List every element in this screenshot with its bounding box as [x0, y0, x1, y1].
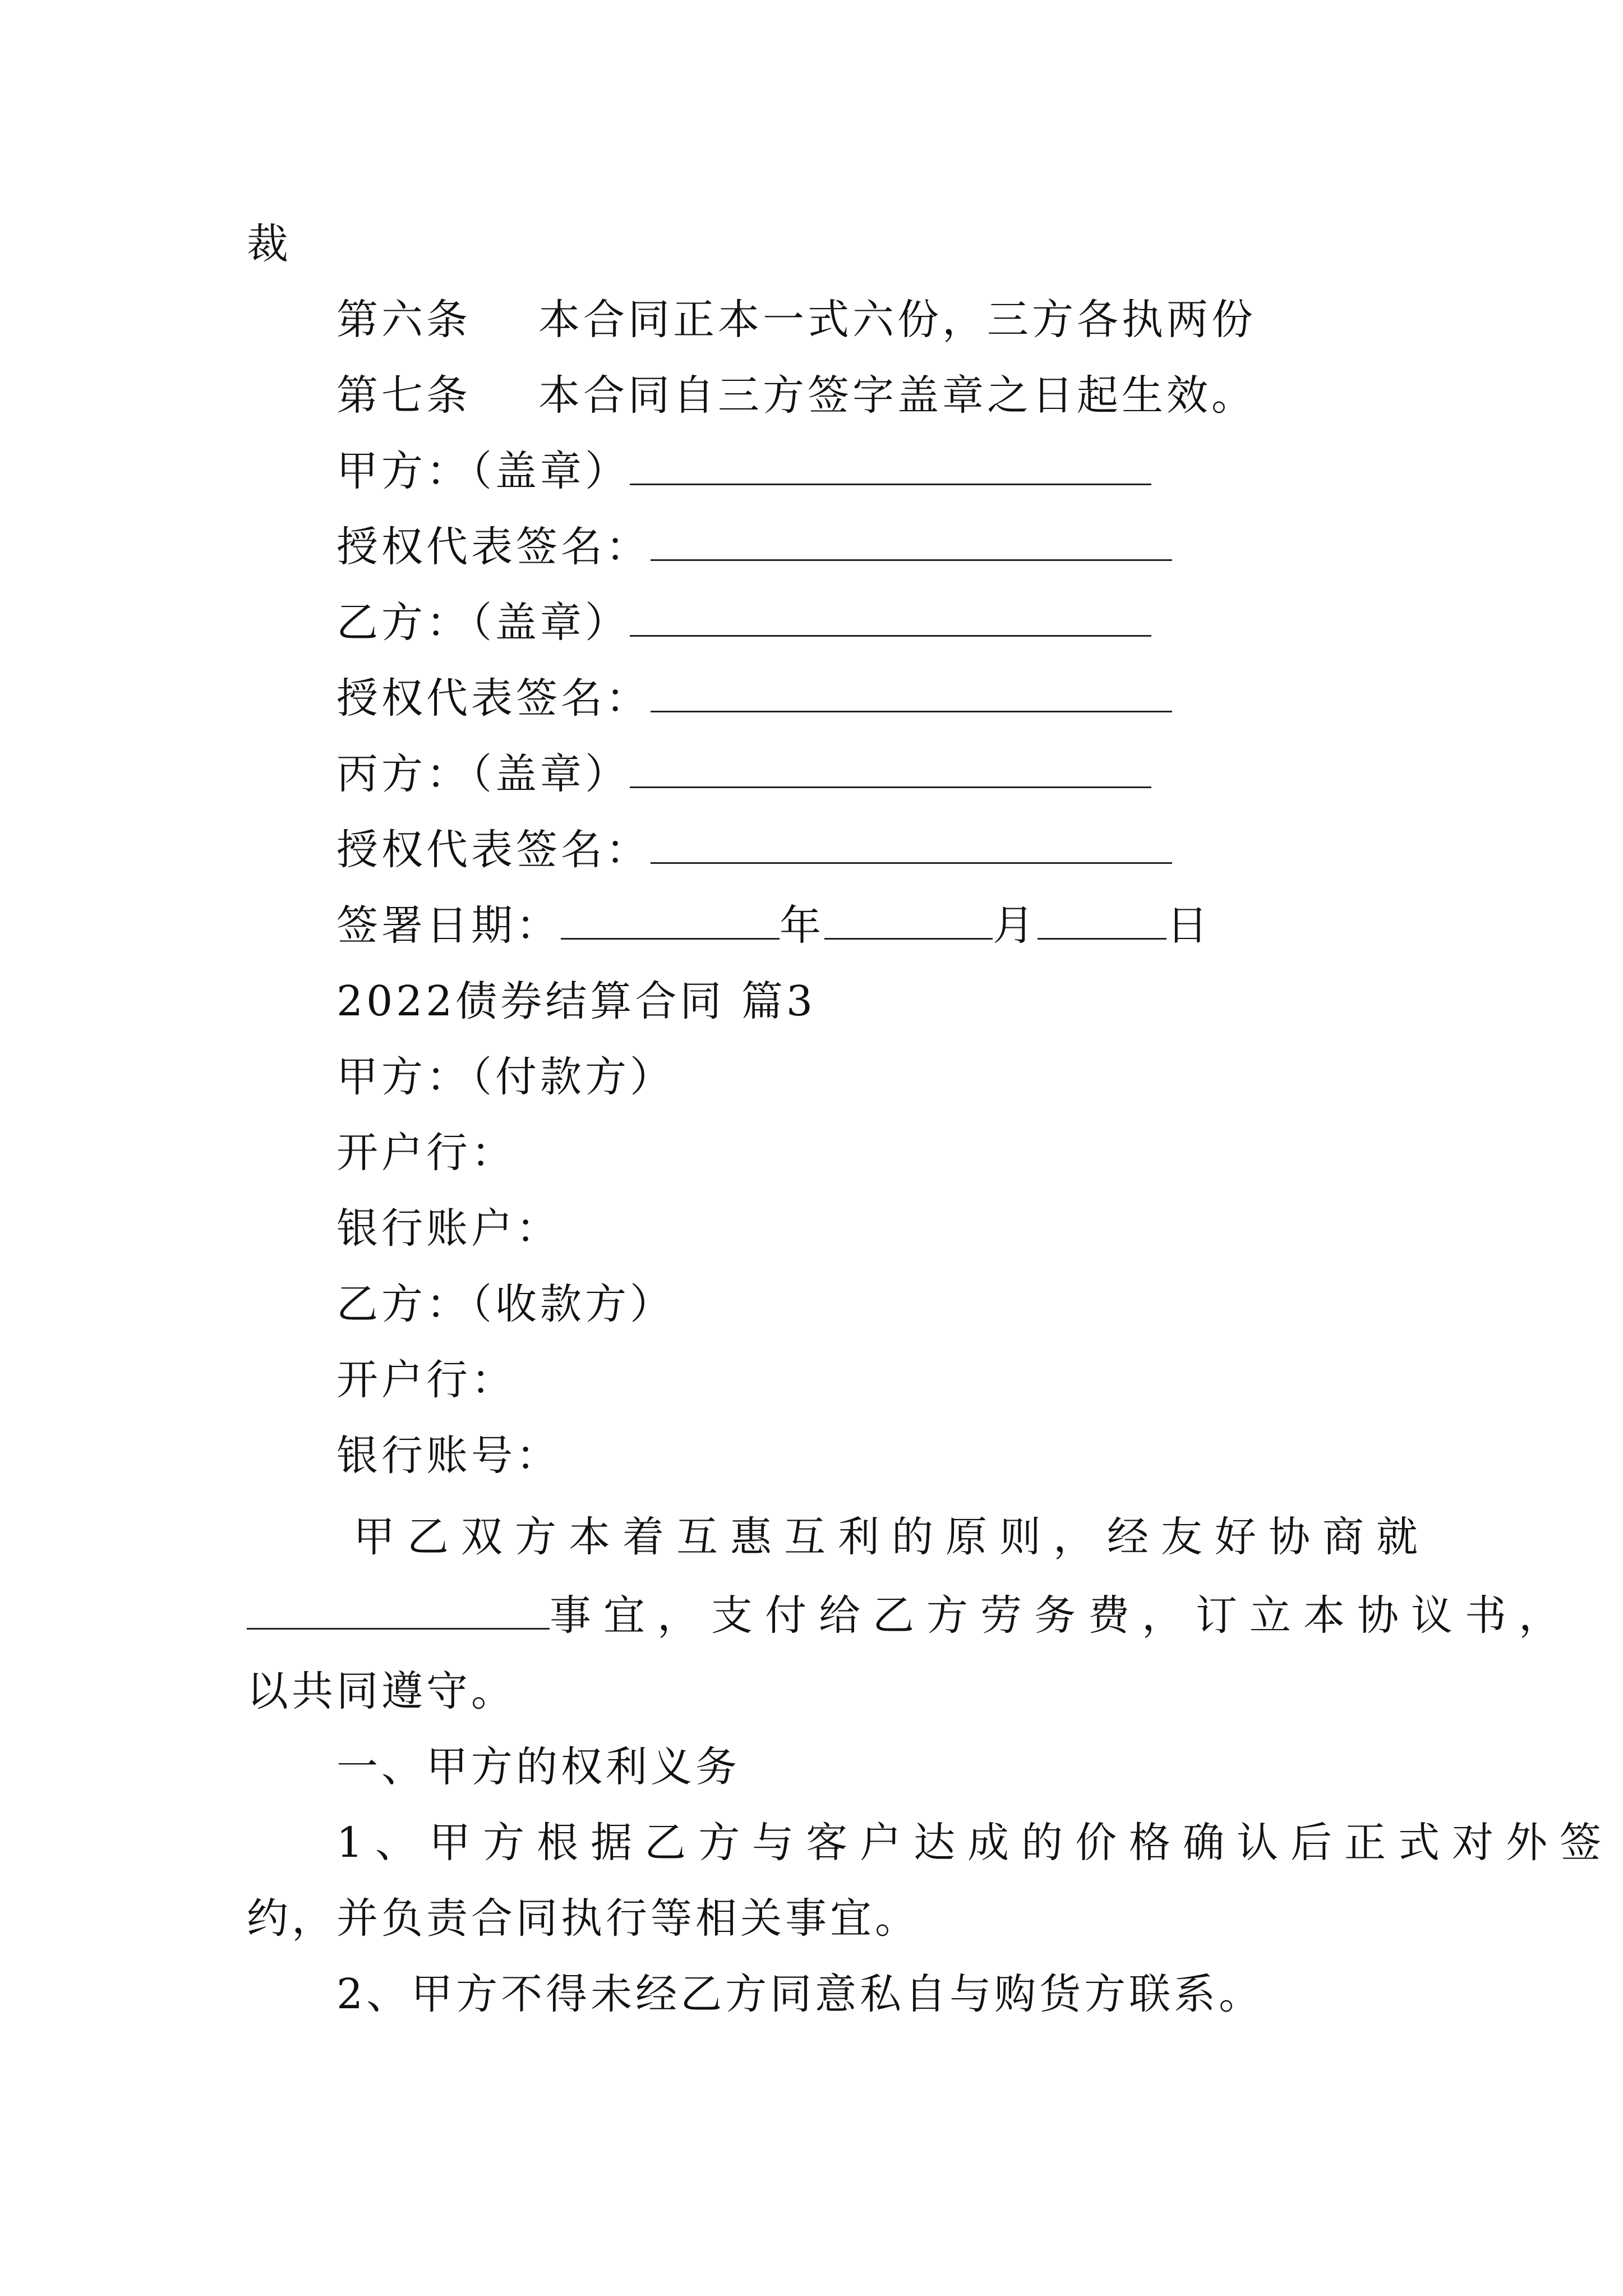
- party-a-seal-blank: [630, 444, 1151, 485]
- article-six-text: 本合同正本一式六份，三方各执两份: [538, 296, 1256, 344]
- party-b-signature-label: 授权代表签名：: [336, 674, 651, 723]
- article-six: [336, 292, 1256, 348]
- party-c-seal-blank: [630, 747, 1151, 788]
- payee-account-label: 银行账号：: [336, 1432, 561, 1480]
- party-b-seal-line: [336, 595, 1151, 651]
- party-c-signature-label: 授权代表签名：: [336, 826, 651, 874]
- month-blank: [824, 899, 993, 940]
- article-seven-number: 第七条: [336, 371, 471, 420]
- party-c-seal-line: [336, 746, 1151, 802]
- clause-1-line-2: 约，并负责合同执行等相关事宜。: [247, 1894, 920, 1943]
- party-a-signature-label: 授权代表签名：: [336, 523, 651, 571]
- party-a-seal-label: 甲方：（盖章）: [336, 447, 630, 495]
- party-c-signature-blank: [651, 823, 1172, 864]
- year-label: 年: [780, 901, 824, 950]
- payee-bank-label: 开户行：: [336, 1356, 516, 1404]
- clause-heading-1: 一、甲方的权利义务: [336, 1743, 740, 1791]
- party-a-seal-line: [336, 443, 1151, 499]
- year-blank: [561, 899, 780, 940]
- clause-2: 2、甲方不得未经乙方同意私自与购货方联系。: [336, 1970, 1264, 2018]
- text-line-cai: 裁: [247, 220, 292, 268]
- paragraph-intro-line-1: 甲乙双方本着互惠互利的原则，经友好协商就: [353, 1513, 1430, 1561]
- party-b-signature-blank: [651, 671, 1172, 712]
- section-title: 2022债券结算合同 篇3: [336, 977, 816, 1025]
- day-label: 日: [1166, 901, 1211, 950]
- signing-date-line: [336, 898, 1211, 954]
- party-b-signature-line: [336, 670, 1172, 726]
- payer-account-label: 银行账户：: [336, 1204, 561, 1253]
- article-seven: [336, 367, 1256, 424]
- party-b-seal-label: 乙方：（盖章）: [336, 599, 630, 647]
- party-c-signature-line: [336, 822, 1172, 878]
- party-c-seal-label: 丙方：（盖章）: [336, 750, 630, 798]
- day-blank: [1038, 899, 1166, 940]
- payee-label: 乙方：（收款方）: [336, 1280, 675, 1328]
- article-six-number: 第六条: [336, 296, 471, 344]
- signing-date-label: 签署日期：: [336, 901, 561, 950]
- clause-1-line-1: 1、甲方根据乙方与客户达成的价格确认后正式对外签: [336, 1819, 1614, 1867]
- matter-blank: [247, 1589, 550, 1630]
- party-a-signature-blank: [651, 520, 1172, 561]
- payer-label: 甲方：（付款方）: [336, 1053, 675, 1101]
- paragraph-intro-line-2: [247, 1588, 1573, 1644]
- article-seven-text: 本合同自三方签字盖章之日起生效。: [538, 371, 1256, 420]
- party-a-signature-line: [336, 519, 1172, 575]
- month-label: 月: [993, 901, 1038, 950]
- paragraph-intro-line-2-text: 事宜，支付给乙方劳务费，订立本协议书，: [550, 1591, 1573, 1640]
- paragraph-intro-line-3: 以共同遵守。: [247, 1667, 516, 1715]
- payer-bank-label: 开户行：: [336, 1129, 516, 1177]
- party-b-seal-blank: [630, 596, 1151, 637]
